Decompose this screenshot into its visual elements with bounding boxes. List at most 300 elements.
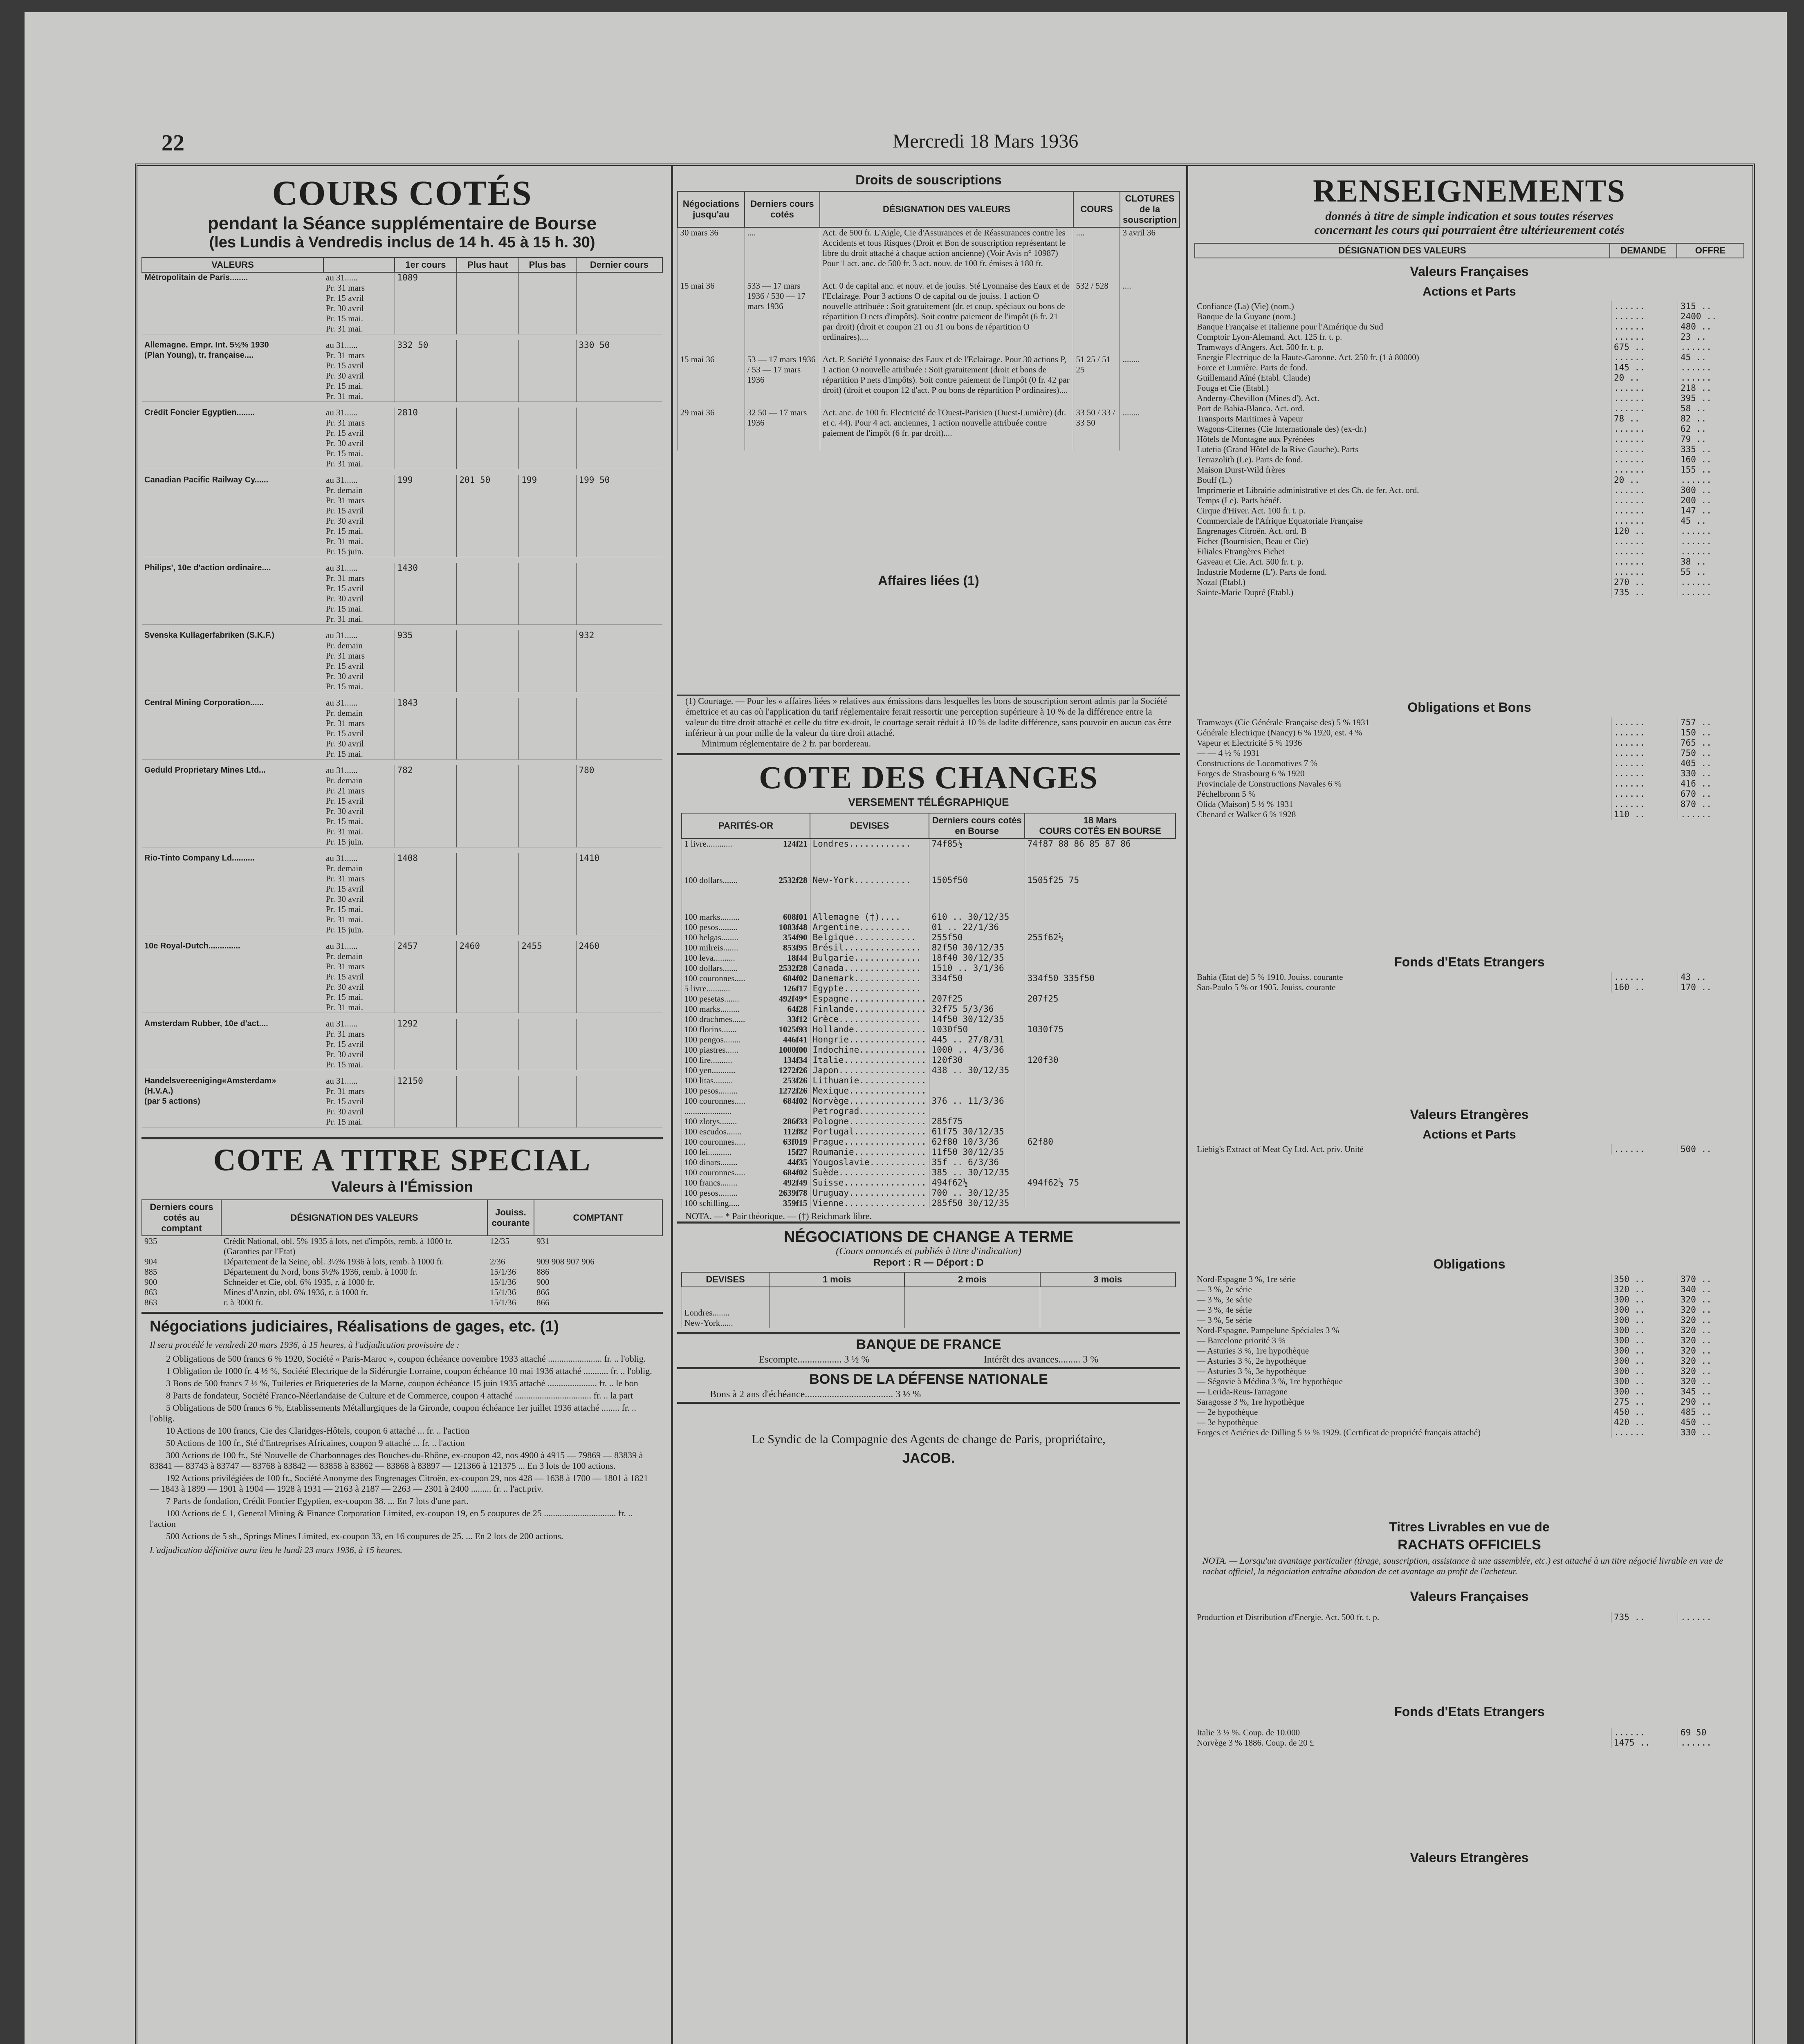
valeur-name xyxy=(142,583,323,594)
change-row xyxy=(682,1147,1176,1157)
terme-title: NÉGOCIATIONS DE CHANGE A TERME xyxy=(784,1228,1073,1246)
renseignement-offre: 340 .. xyxy=(1678,1284,1745,1295)
valeur-name: Rio-Tinto Company Ld.......... xyxy=(144,854,255,863)
valeur-name xyxy=(142,1002,323,1013)
terme: Pr. 15 avril xyxy=(326,506,364,515)
valeur-name xyxy=(142,894,323,904)
cours-first xyxy=(395,1029,457,1039)
terme: Pr. 31 mars xyxy=(326,1029,365,1039)
renseignement-offre: 147 .. xyxy=(1678,506,1745,516)
renseignement-demande: ...... xyxy=(1611,352,1678,363)
renseignement-demande: ...... xyxy=(1611,393,1678,403)
renseignement-row xyxy=(1194,1387,1744,1397)
parite-unit: 100 pesos......... xyxy=(684,1188,738,1198)
renseignement-offre: 160 .. xyxy=(1678,455,1745,465)
spacer-row xyxy=(142,469,662,475)
cours-low xyxy=(519,837,576,847)
devise: Japon................. xyxy=(810,1065,929,1076)
cours-low xyxy=(519,418,576,428)
terme: Pr. 31 mai. xyxy=(326,914,363,924)
parite-value: 492f49* xyxy=(779,994,808,1004)
parite-value: 2532f28 xyxy=(779,963,808,973)
cours-row xyxy=(142,408,662,418)
droit-date: 15 mai 36 xyxy=(678,354,745,408)
cours-low xyxy=(519,765,576,775)
renseignement-designation: Nozal (Etabl.) xyxy=(1197,577,1245,587)
divider xyxy=(677,1367,1180,1369)
cours-high xyxy=(457,1039,519,1049)
col-valeurs: VALEURS xyxy=(142,258,323,272)
renseignement-designation: — — 4 ½ % 1931 xyxy=(1197,748,1260,758)
cours-row xyxy=(142,428,662,438)
cours-first: 782 xyxy=(395,765,457,775)
change-row xyxy=(682,1045,1176,1055)
negociation-item: 3 Bons de 500 francs 7 ½ %, Tuileries et Briqueteries de la Marne, coupon échéance 15 juin 1935 attaché ...................... fr. .. le bon xyxy=(166,1378,638,1388)
cours-high xyxy=(457,516,519,526)
parite-value: 18f44 xyxy=(787,953,808,963)
renseignement-demande: ...... xyxy=(1611,789,1678,799)
renseignement-offre: 335 .. xyxy=(1678,444,1745,455)
cours-last xyxy=(576,681,662,692)
dernier-cours: 207f25 xyxy=(929,994,1025,1004)
renseignement-offre: 200 .. xyxy=(1678,495,1745,506)
cours-row xyxy=(142,536,662,547)
change-row xyxy=(682,1116,1176,1127)
divider xyxy=(677,1332,1180,1334)
valeur-name xyxy=(142,739,323,749)
renseignement-offre: ...... xyxy=(1678,373,1745,383)
cours-first xyxy=(395,293,457,303)
cours-18-mars xyxy=(1025,1014,1176,1024)
dernier-cours: 74f85½ xyxy=(929,838,1025,875)
cours-low xyxy=(519,428,576,438)
cours-low xyxy=(519,459,576,469)
parite-unit: 100 schilling..... xyxy=(684,1198,740,1208)
cours-low xyxy=(519,708,576,718)
cours-18-mars xyxy=(1025,963,1176,973)
terme: Pr. 15 avril xyxy=(326,884,364,894)
terme: au 31...... xyxy=(326,1019,358,1029)
rs-rachats-fonds-list xyxy=(1194,1728,1744,1748)
cours-row xyxy=(142,583,662,594)
cours-cotes-table xyxy=(141,257,663,1133)
renseignement-offre: 500 .. xyxy=(1678,1144,1745,1154)
cours-row xyxy=(142,1029,662,1039)
cours-last xyxy=(576,391,662,402)
cours-last xyxy=(576,718,662,728)
renseignement-offre: 320 .. xyxy=(1678,1356,1745,1366)
valeur-name xyxy=(142,661,323,671)
cours-row xyxy=(142,853,662,863)
terme: Pr. 30 avril xyxy=(326,739,364,749)
renseignement-designation: Bouff (L.) xyxy=(1197,475,1232,485)
renseignement-demande: ...... xyxy=(1611,567,1678,577)
special-jouiss: 15/1/36 xyxy=(490,1277,516,1287)
negociation-item: 100 Actions de £ 1, General Mining & Finance Corporation Limited, ex-coupon 19, en 5 coupures de 25 ................................ fr. .. l'action xyxy=(150,1508,633,1529)
cours-high xyxy=(457,547,519,557)
divider xyxy=(677,753,1180,755)
cours-high xyxy=(457,914,519,925)
cours-high xyxy=(457,925,519,935)
cours-last xyxy=(576,992,662,1002)
parite xyxy=(682,1157,810,1168)
cours-first: 12150 xyxy=(395,1076,457,1086)
cours-high xyxy=(457,992,519,1002)
droit-cours: .... xyxy=(745,227,820,281)
cours-last xyxy=(576,728,662,739)
terme: Pr. 15 mai. xyxy=(326,816,363,826)
cours-low xyxy=(519,661,576,671)
change-row xyxy=(682,1106,1176,1116)
special-jouiss: 15/1/36 xyxy=(490,1287,516,1297)
change-row xyxy=(682,1035,1176,1045)
parite xyxy=(682,1188,810,1198)
cours-last xyxy=(576,604,662,614)
cours-first xyxy=(395,283,457,293)
devise: Grèce................ xyxy=(810,1014,929,1024)
terme: Pr. 15 mai. xyxy=(326,1117,363,1127)
cours-high xyxy=(457,1076,519,1086)
cours-last xyxy=(576,324,662,334)
cours-row xyxy=(142,728,662,739)
renseignement-demande: ...... xyxy=(1611,312,1678,322)
cours-high xyxy=(457,681,519,692)
parite-value: 1272f26 xyxy=(779,1086,808,1096)
dernier-cours: 32f75 5/3/36 xyxy=(929,1004,1025,1014)
renseignement-row xyxy=(1194,717,1744,728)
valeur-name xyxy=(142,324,323,334)
terme: Pr. 15 mai. xyxy=(326,526,363,536)
terme: au 31...... xyxy=(326,698,358,708)
parite xyxy=(682,963,810,973)
cours-last xyxy=(576,614,662,625)
droits-body xyxy=(678,227,1180,450)
terme-col-2: 2 mois xyxy=(904,1272,1040,1287)
cours-low xyxy=(519,1029,576,1039)
cours-last xyxy=(576,806,662,816)
droit-cloture: 3 avril 36 xyxy=(1120,227,1180,281)
renseignement-row xyxy=(1194,414,1744,424)
parite-value: 126f17 xyxy=(783,984,808,993)
newspaper-page xyxy=(25,12,1787,2044)
devise: Londres............ xyxy=(810,838,929,875)
renseignement-offre: 315 .. xyxy=(1678,301,1745,312)
renseignement-designation: Sao-Paulo 5 % or 1905. Jouiss. courante xyxy=(1197,982,1336,992)
bons-title: BONS DE LA DÉFENSE NATIONALE xyxy=(809,1372,1048,1387)
terme: Pr. 30 avril xyxy=(326,438,364,448)
cours-last xyxy=(576,698,662,708)
terme: au 31...... xyxy=(326,1076,358,1086)
terme-row-label: New-York...... xyxy=(682,1318,769,1328)
renseignement-row xyxy=(1194,1274,1744,1284)
cours-row xyxy=(142,951,662,961)
renseignement-row xyxy=(1194,738,1744,748)
terme: Pr. 31 mai. xyxy=(326,459,363,468)
cours-high xyxy=(457,448,519,459)
renseignement-row xyxy=(1194,547,1744,557)
renseignement-offre: 320 .. xyxy=(1678,1295,1745,1305)
cours-first xyxy=(395,371,457,381)
renseignement-row xyxy=(1194,799,1744,809)
valeur-name xyxy=(142,303,323,314)
droits-table xyxy=(677,191,1180,450)
negociation-item: 7 Parts de fondation, Crédit Foncier Egyptien, ex-coupon 38. ... En 7 lots d'une part. xyxy=(166,1496,469,1506)
renseignement-demande: ...... xyxy=(1611,332,1678,342)
rs-actions-list xyxy=(1194,301,1744,598)
cours-high xyxy=(457,314,519,324)
cours-first xyxy=(395,827,457,837)
cours-first xyxy=(395,718,457,728)
devise: Indochine............. xyxy=(810,1045,929,1055)
parite-unit: 100 marks......... xyxy=(684,912,740,922)
devise: Brésil............... xyxy=(810,943,929,953)
parite-unit: 5 livre........... xyxy=(684,984,730,993)
special-jouiss: 15/1/36 xyxy=(490,1267,516,1277)
changes-subtitle: VERSEMENT TÉLÉGRAPHIQUE xyxy=(848,796,1009,808)
parite xyxy=(682,994,810,1004)
parite-value: 112f82 xyxy=(783,1127,808,1136)
parite xyxy=(682,1024,810,1035)
cours-low xyxy=(519,448,576,459)
terme: Pr. 15 avril xyxy=(326,1096,364,1106)
renseignement-demande: 120 .. xyxy=(1611,526,1678,536)
cours-first xyxy=(395,516,457,526)
cours-row xyxy=(142,1086,662,1096)
terme: Pr. 30 avril xyxy=(326,371,364,381)
cours-high xyxy=(457,594,519,604)
cours-row xyxy=(142,874,662,884)
devise: Allemagne (†).... xyxy=(810,912,929,922)
cours-first xyxy=(395,361,457,371)
cours-last: 932 xyxy=(576,630,662,641)
renseignement-offre: 155 .. xyxy=(1678,465,1745,475)
cours-last xyxy=(576,536,662,547)
renseignement-offre: 300 .. xyxy=(1678,485,1745,495)
cours-last: 330 50 xyxy=(576,340,662,350)
cours-last xyxy=(576,1117,662,1127)
spacer-row xyxy=(142,692,662,698)
cours-high xyxy=(457,874,519,884)
cours-first xyxy=(395,914,457,925)
renseignement-offre: 69 50 xyxy=(1678,1728,1745,1738)
cours-18-mars xyxy=(1025,1147,1176,1157)
dernier-cours: 1030f50 xyxy=(929,1024,1025,1035)
devise: Argentine.......... xyxy=(810,922,929,932)
column-rule xyxy=(1186,166,1188,2044)
cours-last xyxy=(576,1096,662,1107)
renseignement-designation: Lutetia (Grand Hôtel de la Rive Gauche). Parts xyxy=(1197,444,1359,454)
negociations-title: Négociations judiciaires, Réalisations de gages, etc. (1) xyxy=(150,1318,559,1335)
droit-cloture: .... xyxy=(1120,281,1180,354)
special-last: 904 xyxy=(144,1257,157,1266)
dernier-cours: 438 .. 30/12/35 xyxy=(929,1065,1025,1076)
renseignement-designation: Wagons-Citernes (Cie Internationale des) (ex-dr.) xyxy=(1197,424,1367,434)
cours-first: 935 xyxy=(395,630,457,641)
cours-high xyxy=(457,340,519,350)
cours-row xyxy=(142,806,662,816)
cours-first xyxy=(395,1117,457,1127)
cours-low xyxy=(519,408,576,418)
cours-high xyxy=(457,350,519,361)
renseignement-offre: 62 .. xyxy=(1678,424,1745,434)
renseignement-offre: ...... xyxy=(1678,587,1745,598)
parite xyxy=(682,1076,810,1086)
terme-col-3: 3 mois xyxy=(1040,1272,1176,1287)
rs-section-title: Valeurs Françaises xyxy=(1410,1589,1529,1604)
renseignement-designation: Maison Durst-Wild frères xyxy=(1197,465,1286,475)
cours-last xyxy=(576,563,662,573)
cours-low xyxy=(519,992,576,1002)
renseignement-offre: ...... xyxy=(1678,577,1745,587)
terme: Pr. 15 mai. xyxy=(326,992,363,1002)
cours-high xyxy=(457,972,519,982)
renseignement-row xyxy=(1194,424,1744,434)
cours-high xyxy=(457,837,519,847)
cours-low xyxy=(519,1019,576,1029)
cours-low xyxy=(519,972,576,982)
renseignement-row xyxy=(1194,383,1744,393)
parite xyxy=(682,1168,810,1178)
devise: Hongrie............... xyxy=(810,1035,929,1045)
cours-low xyxy=(519,671,576,681)
cours-18-mars xyxy=(1025,1086,1176,1096)
renseignement-demande: 300 .. xyxy=(1611,1376,1678,1387)
renseignement-designation: Gaveau et Cie. Act. 500 fr. t. p. xyxy=(1197,557,1304,567)
cours-18-mars xyxy=(1025,1065,1176,1076)
parite-unit: 100 yen........... xyxy=(684,1065,736,1075)
courtage-note: (1) Courtage. — Pour les « affaires liées » relatives aux émissions dans lesquelles les bons de souscription seront admis par la Société émettrice et au cas où l'application du tarif réglementaire ferait ressortir une perception supérieure à 10 % de la différence entre la valeur du titre droit attaché et celle du titre ex-droit, le courtage serait réduit à 10 % de ladite différence, sans pouvoir en aucun cas être inférieur à un pour mille de la valeur du titre droit attaché. xyxy=(685,696,1171,738)
renseignement-demande: ...... xyxy=(1611,717,1678,728)
terme: Pr. 31 mars xyxy=(326,651,365,661)
valeur-name xyxy=(142,506,323,516)
cours-high xyxy=(457,361,519,371)
parite-value: 1272f26 xyxy=(779,1065,808,1075)
renseignement-demande: 300 .. xyxy=(1611,1366,1678,1376)
cours-high xyxy=(457,863,519,874)
valeur-name xyxy=(142,1049,323,1060)
renseignement-designation: Cirque d'Hiver. Act. 100 fr. t. p. xyxy=(1197,506,1306,515)
renseignement-row xyxy=(1194,769,1744,779)
valeur-name xyxy=(142,972,323,982)
valeur-name xyxy=(142,547,323,557)
renseignement-demande: ...... xyxy=(1611,758,1678,769)
cours-row xyxy=(142,614,662,625)
cours-first xyxy=(395,1086,457,1096)
valeur-name xyxy=(142,485,323,495)
parite xyxy=(682,943,810,953)
renseignement-demande: ...... xyxy=(1611,557,1678,567)
cote-special-title: COTE A TITRE SPECIAL xyxy=(213,1143,591,1177)
cours-high xyxy=(457,884,519,894)
cours-row xyxy=(142,459,662,469)
valeur-name xyxy=(142,1029,323,1039)
renseignement-row xyxy=(1194,1366,1744,1376)
dernier-cours: 1510 .. 3/1/36 xyxy=(929,963,1025,973)
parite-unit: ...................... xyxy=(684,1106,731,1116)
renseignement-offre: 43 .. xyxy=(1678,972,1745,982)
terme: Pr. 15 avril xyxy=(326,583,364,593)
cours-high xyxy=(457,853,519,863)
cours-first xyxy=(395,775,457,786)
parite xyxy=(682,932,810,943)
cours-low xyxy=(519,1049,576,1060)
renseignement-offre: 55 .. xyxy=(1678,567,1745,577)
renseignement-designation: Terrazolith (Le). Parts de fond. xyxy=(1197,455,1303,464)
change-row xyxy=(682,1137,1176,1147)
cours-row xyxy=(142,381,662,391)
cours-row xyxy=(142,863,662,874)
cours-first xyxy=(395,303,457,314)
cours-low xyxy=(519,314,576,324)
change-row xyxy=(682,1086,1176,1096)
renseignement-demande: ...... xyxy=(1611,1728,1678,1738)
cours-high xyxy=(457,428,519,438)
cours-low xyxy=(519,563,576,573)
renseignement-row xyxy=(1194,1295,1744,1305)
terme-row xyxy=(682,1318,1176,1328)
renseignement-designation: Vapeur et Electricité 5 % 1936 xyxy=(1197,738,1302,748)
rs-col-designation: DÉSIGNATION DES VALEURS xyxy=(1195,243,1610,258)
renseignement-row xyxy=(1194,1417,1744,1428)
renseignement-offre: 150 .. xyxy=(1678,728,1745,738)
cours-last xyxy=(576,438,662,448)
valeur-name xyxy=(142,806,323,816)
change-row xyxy=(682,943,1176,953)
renseignement-designation: Transports Maritimes à Vapeur xyxy=(1197,414,1303,424)
parite xyxy=(682,1086,810,1096)
valeur-name xyxy=(142,641,323,651)
renseignement-designation: Forges et Aciéries de Dilling 5 ½ % 1929. (Certificat de propriété français attaché) xyxy=(1197,1428,1481,1437)
cours-first xyxy=(395,992,457,1002)
special-row xyxy=(142,1287,662,1298)
cours-high xyxy=(457,961,519,972)
cours-row xyxy=(142,350,662,361)
renseignement-demande: ...... xyxy=(1611,403,1678,414)
dernier-cours: 120f30 xyxy=(929,1055,1025,1065)
cours-low xyxy=(519,630,576,641)
renseignement-designation: Nord-Espagne. Pampelune Spéciales 3 % xyxy=(1197,1325,1340,1335)
terme: Pr. 30 avril xyxy=(326,982,364,992)
parite xyxy=(682,1147,810,1157)
cours-row xyxy=(142,547,662,557)
valeur-name xyxy=(142,904,323,914)
cours-high xyxy=(457,485,519,495)
renseignement-offre: ...... xyxy=(1678,809,1745,820)
cours-18-mars xyxy=(1025,912,1176,922)
cours-low xyxy=(519,391,576,402)
cours-cotes-hours: (les Lundis à Vendredis inclus de 14 h. 45 à 15 h. 30) xyxy=(209,234,595,251)
cours-high xyxy=(457,526,519,536)
banque-rates xyxy=(702,1354,1156,1365)
devise: Bulgarie............. xyxy=(810,953,929,963)
renseignement-designation: — Asturies 3 %, 2e hypothèque xyxy=(1197,1356,1306,1366)
rs-section-title: Fonds d'Etats Etrangers xyxy=(1394,1704,1545,1719)
renseignement-demande: 78 .. xyxy=(1611,414,1678,424)
cs-col-jouiss: Jouiss. courante xyxy=(487,1200,534,1236)
terme: Pr. 15 juin. xyxy=(326,837,364,847)
cours-first xyxy=(395,796,457,806)
devise: New-York........... xyxy=(810,875,929,912)
parite-value: 253f26 xyxy=(783,1076,808,1085)
renseignement-row xyxy=(1194,1315,1744,1325)
terme: Pr. 15 avril xyxy=(326,293,364,303)
dernier-cours: 11f50 30/12/35 xyxy=(929,1147,1025,1157)
ch-col-cours xyxy=(1025,813,1176,838)
valeur-name xyxy=(142,728,323,739)
parite xyxy=(682,1035,810,1045)
cours-first xyxy=(395,884,457,894)
renseignement-designation: Olida (Maison) 5 ½ % 1931 xyxy=(1197,799,1293,809)
